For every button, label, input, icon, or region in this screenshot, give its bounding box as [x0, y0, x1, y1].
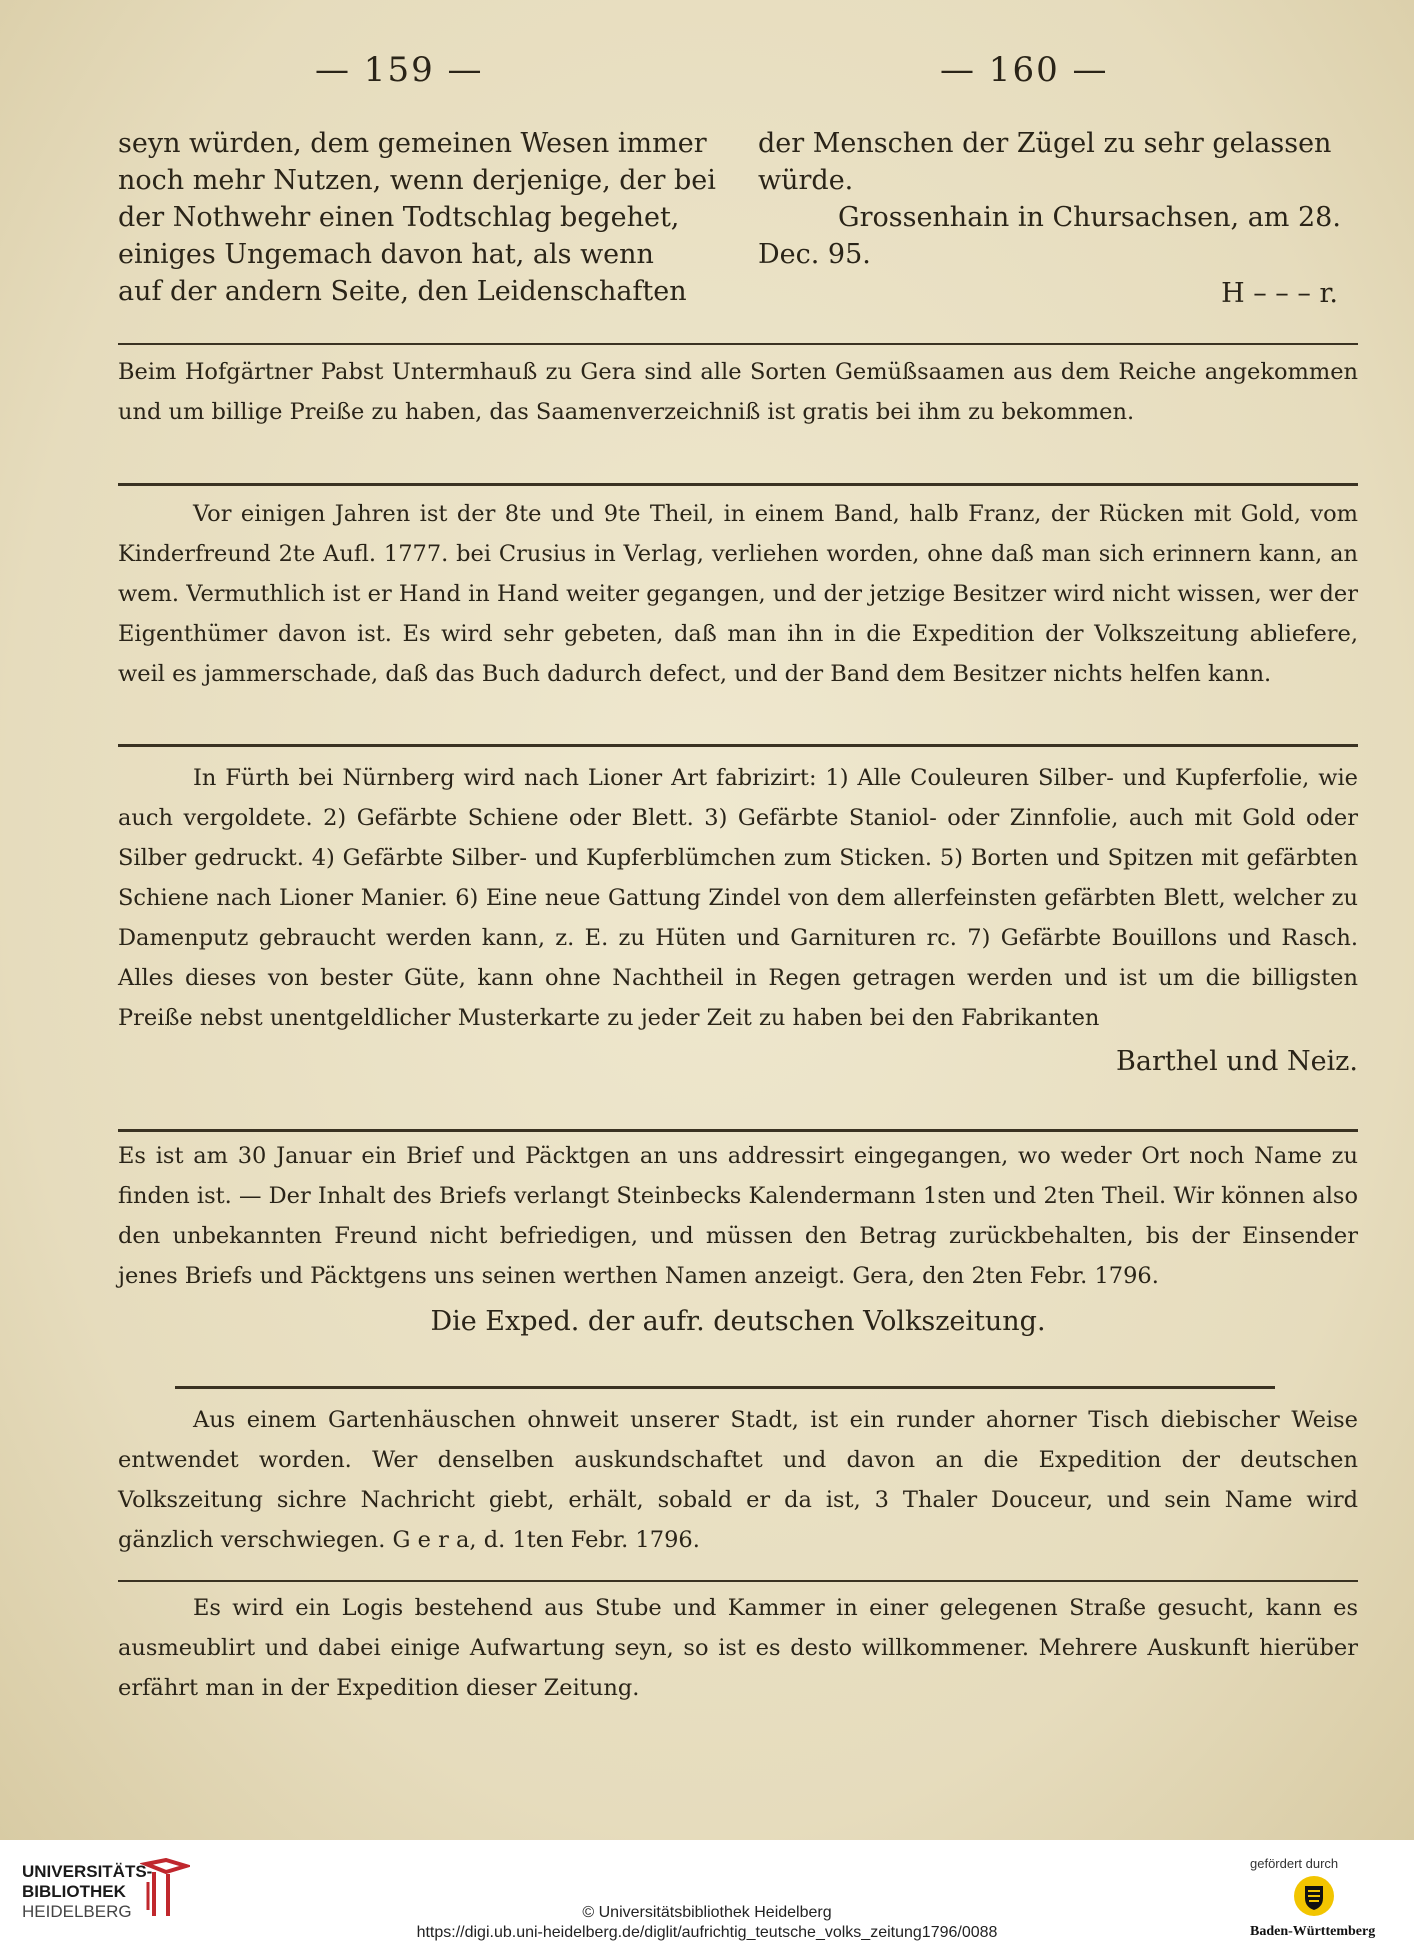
notice-text: Vor einigen Jahren ist der 8te und 9te Theil, in einem Band, halb Franz, der Rücken mit Gold, vom Kinderfreund 2te Aufl. 1777. bei Crusius in Verlag, verliehen worden, ohne daß man sich erinnern kann, an wem. Vermuthlich ist er Hand in Hand weiter gegangen, und der jetzige Besitzer wird nicht wissen, wer der Eigenthümer davon ist. Es wird sehr gebeten, daß man ihn in die Expedition der Volkszeitung abliefere, weil es jammerschade, daß das Buch dadurch defect, und der Band dem Besitzer nichts helfen kann.: [118, 501, 1358, 687]
notice-lost-book: [118, 494, 1358, 694]
text-line: der Menschen der Zügel zu sehr gelassen: [758, 128, 1332, 159]
notice-text: Beim Hofgärtner Pabst Untermhauß zu Gera sind alle Sorten Gemüßsaamen aus dem Reiche angekommen und um billige Preiße zu haben, das Saamenverzeichniß ist gratis bei ihm zu bekommen.: [118, 359, 1358, 425]
permalink-url[interactable]: https://digi.ub.uni-heidelberg.de/diglit/aufrichtig_teutsche_volks_zeitung1796/0088: [416, 1924, 998, 1941]
notice-signature: Die Exped. der aufr. deutschen Volkszeitung.: [430, 1306, 1046, 1337]
notice-text: In Fürth bei Nürnberg wird nach Lioner Art fabrizirt: 1) Alle Couleuren Silber- und Kupferfolie, wie auch vergoldete. 2) Gefärbte Schiene oder Blett. 3) Gefärbte Staniol- oder Zinnfolie, auch mit Gold oder Silber gedruckt. 4) Gefärbte Silber- und Kupferblümchen zum Sticken. 5) Borten und Spitzen mit gefärbten Schiene nach Lioner Manier. 6) Eine neue Gattung Zindel von dem allerfeinsten gefärbten Blett, welcher zu Damenputz gebraucht werden kann, z. E. zu Hüten und Garnituren rc. 7) Gefärbte Bouillons und Rasch. Alles dieses von bester Güte, kann ohne Nachtheil in Regen getragen werden und ist um die billigsten Preiße nebst unentgeldlicher Musterkarte zu jeder Zeit zu haben bei den Fabrikanten: [118, 765, 1358, 1031]
section-rule: [118, 1580, 1358, 1582]
notice-text: Es wird ein Logis bestehend aus Stube und Kammer in einer gelegenen Straße gesucht, kann es ausmeublirt und dabei einige Aufwartung seyn, so ist es desto willkommener. Mehrere Auskunft hierüber erfährt man in der Expedition dieser Zeitung.: [118, 1595, 1358, 1701]
sponsor-name: Baden-Württemberg: [1250, 1924, 1376, 1939]
text-line: der Nothwehr einen Todtschlag begehet,: [118, 202, 680, 233]
library-name-line: BIBLIOTHEK: [22, 1882, 126, 1901]
notice-lodging-wanted: [118, 1588, 1358, 1708]
notice-anonymous-letter: [118, 1136, 1358, 1342]
left-page-number: — 159 —: [315, 50, 484, 90]
notice-fuerth-foils: [118, 758, 1358, 1082]
top-right-column: [758, 125, 1358, 312]
text-line: seyn würden, dem gemeinen Wesen immer: [118, 128, 707, 159]
text-line: noch mehr Nutzen, wenn derjenige, der bei: [118, 165, 716, 196]
notice-gardener: [118, 352, 1358, 432]
notice-signature: Barthel und Neiz.: [1116, 1046, 1358, 1077]
section-rule: [175, 1386, 1275, 1389]
text-line: würde.: [758, 165, 854, 196]
copyright-notice: © Universitätsbibliothek Heidelberg: [582, 1904, 832, 1921]
place-date-continued: Dec. 95.: [758, 239, 871, 270]
sponsor-label: gefördert durch: [1250, 1856, 1339, 1871]
author-signature: H – – – r.: [1221, 278, 1338, 309]
top-left-column: [118, 125, 738, 310]
section-rule: [118, 343, 1358, 345]
section-rule: [118, 1129, 1358, 1132]
text-line: auf der andern Seite, den Leidenschaften: [118, 276, 687, 307]
coat-of-arms-icon: [1292, 1874, 1336, 1918]
library-name-line: HEIDELBERG: [22, 1902, 132, 1921]
notice-text: Aus einem Gartenhäuschen ohnweit unserer Stadt, ist ein runder ahorner Tisch diebischer Weise entwendet worden. Wer denselben auskundschaftet und davon an die Expedition der deutschen Volkszeitung sichre Nachricht giebt, erhält, sobald er da ist, 3 Thaler Douceur, und sein Name wird gänzlich verschwiegen. G e r a, d. 1ten Febr. 1796.: [118, 1407, 1358, 1553]
right-page-number: — 160 —: [940, 50, 1109, 90]
section-rule: [118, 483, 1358, 486]
library-name-line: UNIVERSITÄTS-: [22, 1862, 153, 1881]
notice-text: Es ist am 30 Januar ein Brief und Päcktgen an uns addressirt eingegangen, wo weder Ort noch Name zu finden ist. — Der Inhalt des Briefs verlangt Steinbecks Kalendermann 1sten und 2ten Theil. Wir können also den unbekannten Freund nicht befriedigen, und müssen den Betrag zurückbehalten, bis der Einsender jenes Briefs und Päcktgens uns seinen werthen Namen anzeigt. Gera, den 2ten Febr. 1796.: [118, 1143, 1358, 1289]
section-rule: [118, 744, 1358, 747]
notice-stolen-table: [118, 1400, 1358, 1560]
place-date: Grossenhain in Chursachsen, am 28.: [838, 202, 1341, 233]
viewer-footer: [0, 1840, 1414, 1946]
text-line: einiges Ungemach davon hat, als wenn: [118, 239, 654, 270]
